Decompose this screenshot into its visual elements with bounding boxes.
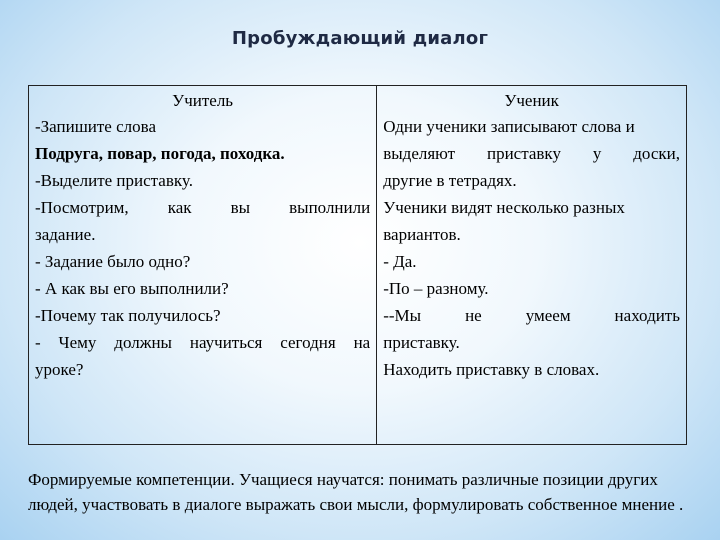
student-line: Находить приставку в словах. — [383, 360, 600, 379]
teacher-line: - Задание было одно? — [35, 252, 191, 271]
teacher-column-header: Учитель — [29, 86, 377, 114]
student-line: -По – разному. — [383, 279, 489, 298]
teacher-line: уроке? — [35, 360, 84, 379]
dialog-table — [28, 85, 687, 445]
teacher-line: -Почему так получилось? — [35, 306, 221, 325]
teacher-line-words: Подруга, повар, погода, походка. — [35, 144, 285, 163]
student-column-header: Ученик — [377, 86, 687, 114]
table-header-row — [29, 86, 687, 114]
teacher-line: - Чему должны научиться сегодня на — [35, 333, 371, 352]
student-line: выделяют приставку у доски, — [383, 144, 680, 163]
student-line: Одни ученики записывают слова и — [383, 117, 635, 136]
teacher-line: -Посмотрим, как вы выполнили — [35, 198, 371, 217]
student-cell — [377, 113, 687, 445]
teacher-line: -Запишите слова — [35, 117, 156, 136]
teacher-line: -Выделите приставку. — [35, 171, 193, 190]
student-line: вариантов. — [383, 225, 461, 244]
student-line: приставку. — [383, 333, 460, 352]
student-line: --Мы не умеем находить — [383, 306, 680, 325]
student-line: - Да. — [383, 252, 417, 271]
student-line: Ученики видят несколько разных — [383, 198, 625, 217]
competencies-text: Формируемые компетенции. Учащиеся научатся: понимать различные позиции других людей, участвовать в диалоге выражать свои мысли, формулировать собственное мнение . — [28, 470, 684, 514]
slide-title: Пробуждающий диалог — [231, 28, 489, 49]
table-row — [29, 113, 687, 445]
teacher-cell — [29, 113, 377, 445]
student-line: другие в тетрадях. — [383, 171, 517, 190]
teacher-line: - А как вы его выполнили? — [35, 279, 229, 298]
teacher-line: задание. — [35, 225, 96, 244]
